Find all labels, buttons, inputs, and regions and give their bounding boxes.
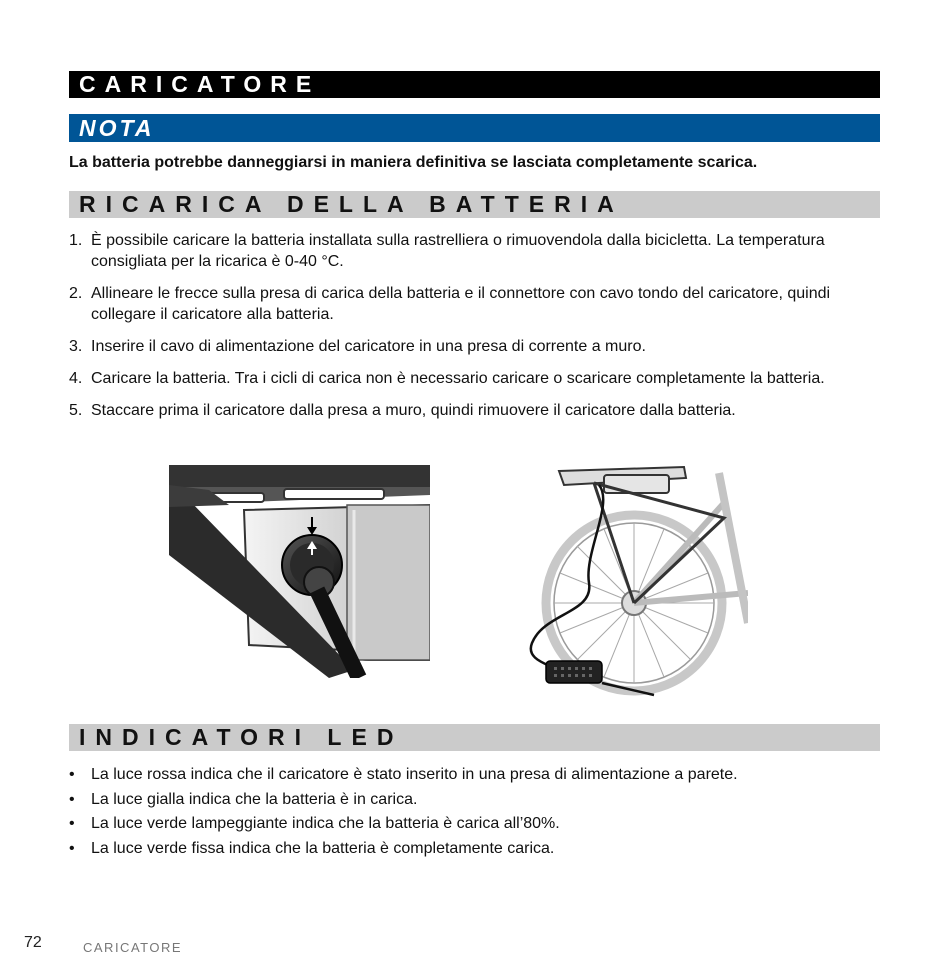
section-title: CARICATORE	[79, 71, 321, 97]
bicycle-charging-illustration	[524, 463, 748, 697]
list-item	[69, 763, 880, 788]
note-heading-bar	[69, 114, 880, 142]
led-heading: INDICATORI LED	[79, 724, 404, 750]
step-number: 1.	[69, 232, 83, 249]
led-indicators-list	[69, 763, 880, 861]
step-text: Caricare la batteria. Tra i cicli di carica non è necessario caricare o scaricare completamente la batteria.	[91, 370, 825, 387]
led-heading-bar	[69, 724, 880, 751]
page-number: 72	[24, 934, 42, 951]
charging-heading-bar	[69, 191, 880, 218]
led-text: La luce rossa indica che il caricatore è stato inserito in una presa di alimentazione a parete.	[91, 766, 738, 783]
list-item	[69, 336, 889, 357]
step-number: 3.	[69, 338, 83, 355]
step-number: 4.	[69, 370, 83, 387]
bullet: •	[69, 766, 75, 783]
list-item	[69, 230, 889, 272]
led-text: La luce verde fissa indica che la batteria è completamente carica.	[91, 839, 555, 857]
list-item	[69, 837, 880, 862]
step-text: Allineare le frecce sulla presa di carica della batteria e il connettore con cavo tondo del caricatore, quindi collegare il caricatore alla batteria.	[91, 285, 831, 323]
step-text: Inserire il cavo di alimentazione del caricatore in una presa di corrente a muro.	[91, 338, 646, 355]
list-item	[69, 400, 889, 421]
led-text: La luce gialla indica che la batteria è in carica.	[91, 790, 418, 808]
led-text: La luce verde lampeggiante indica che la batteria è carica all’80%.	[91, 815, 560, 832]
footer-section-label: CARICATORE	[83, 940, 183, 955]
charging-steps-list	[69, 230, 889, 432]
list-item	[69, 788, 880, 813]
section-title-bar	[69, 71, 880, 98]
bullet: •	[69, 790, 75, 808]
step-number: 5.	[69, 402, 83, 419]
step-number: 2.	[69, 285, 83, 302]
list-item	[69, 812, 880, 837]
note-text: La batteria potrebbe danneggiarsi in maniera definitiva se lasciata completamente scarica.	[69, 154, 758, 171]
charger-connector-illustration	[169, 465, 430, 678]
note-heading: NOTA	[79, 115, 155, 141]
bullet: •	[69, 815, 75, 832]
step-text: Staccare prima il caricatore dalla presa a muro, quindi rimuovere il caricatore dalla batteria.	[91, 402, 736, 419]
step-text: È possibile caricare la batteria installata sulla rastrelliera o rimuovendola dalla bicicletta. La temperatura consigliata per la ricarica è 0-40 °C.	[91, 232, 825, 270]
bullet: •	[69, 839, 75, 857]
charging-heading: RICARICA DELLA BATTERIA	[79, 191, 624, 217]
list-item	[69, 368, 889, 389]
list-item	[69, 283, 889, 325]
